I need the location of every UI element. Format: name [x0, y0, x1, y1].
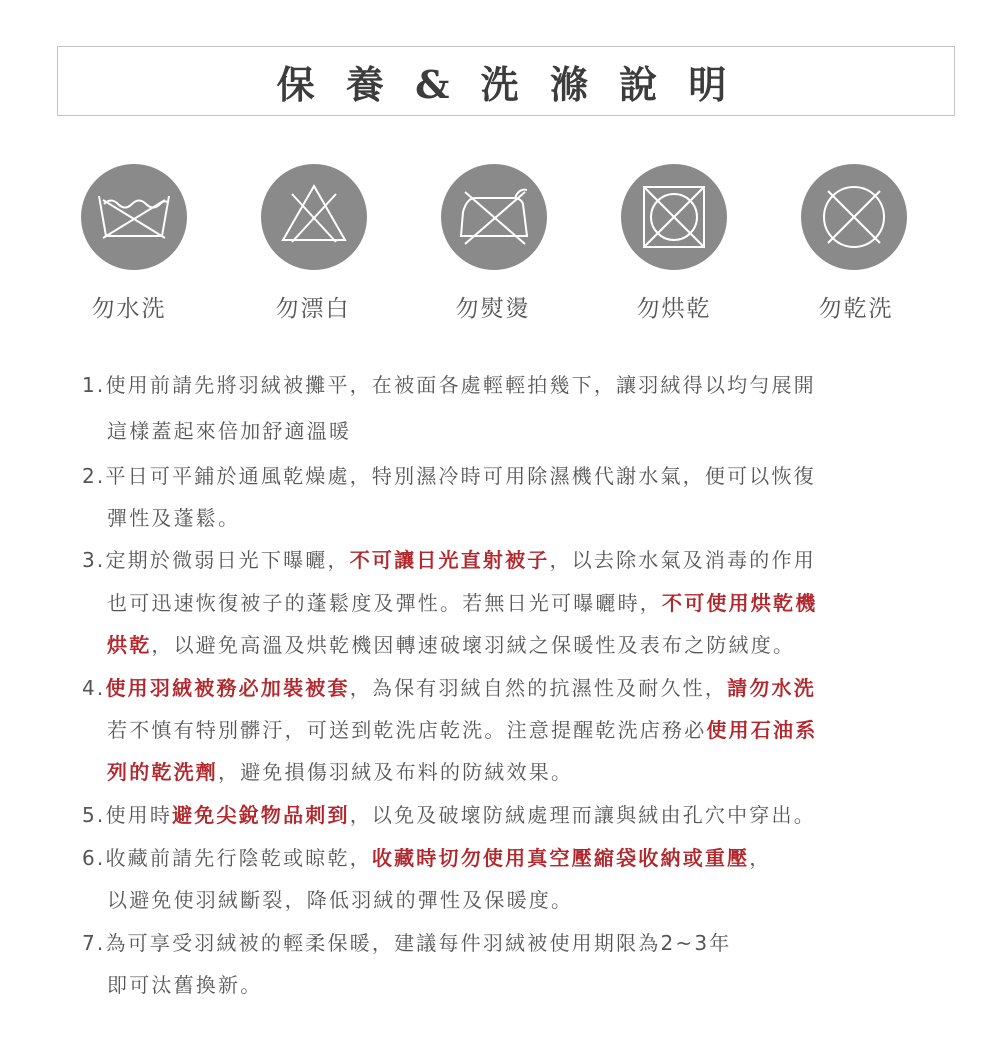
- text: ，為保有羽絨自然的抗濕性及耐久性，: [349, 676, 728, 700]
- instruction-2-line-2: 彈性及蓬鬆。: [107, 506, 241, 530]
- instruction-1-line-1: 1.使用前請先將羽絨被攤平，在被面各處輕輕拍幾下，讓羽絨得以均勻展開: [82, 373, 816, 397]
- title-box: [57, 46, 955, 116]
- text: ，以免及破壞防絨處理而讓與絨由孔穴中穿出。: [349, 803, 816, 827]
- instruction-3-line-1: [82, 545, 816, 575]
- highlight: 收藏時切勿使用真空壓縮袋收納或重壓: [371, 846, 750, 870]
- instruction-2-line-1: 2.平日可平鋪於通風乾燥處，特別濕冷時可用除濕機代謝水氣，便可以恢復: [82, 464, 816, 488]
- instruction-6-line-2: 以避免使羽絨斷裂，降低羽絨的彈性及保暖度。: [107, 888, 574, 912]
- instruction-7-line-2: 即可汰舊換新。: [107, 973, 263, 997]
- text: 6.收藏前請先行陰乾或晾乾，: [82, 846, 372, 870]
- highlight: 使用石油系: [706, 718, 818, 742]
- text: 3.定期於微弱日光下曝曬，: [82, 548, 350, 572]
- instruction-4-line-1: [82, 673, 816, 703]
- text: 5.使用時: [82, 803, 173, 827]
- no-bleach-icon: [259, 162, 369, 272]
- highlight: 使用羽絨被務必加裝被套: [105, 676, 350, 700]
- instruction-7-line-1: 7.為可享受羽絨被的輕柔保暖，建議每件羽絨被使用期限為2~3年: [82, 931, 732, 955]
- label-no-iron: 勿熨燙: [455, 296, 531, 322]
- highlight: 避免尖銳物品刺到: [172, 803, 350, 827]
- page-title: 保 養 & 洗 滌 說 明: [276, 61, 736, 107]
- instruction-4-line-3: [107, 757, 573, 787]
- label-no-wash: 勿水洗: [91, 296, 167, 322]
- text: 也可迅速恢復被子的蓬鬆度及彈性。若無日光可曝曬時，: [107, 591, 662, 615]
- instruction-3-line-3: [107, 630, 795, 660]
- instruction-6-line-1: [82, 843, 772, 873]
- highlight: 列的乾洗劑: [107, 760, 218, 784]
- highlight: 不可讓日光直射被子: [349, 548, 550, 572]
- instruction-5-line-1: [82, 800, 816, 830]
- instruction-4-line-2: [107, 715, 817, 745]
- text: ，避免損傷羽絨及布料的防絨效果。: [218, 760, 574, 784]
- text: 若不慎有特別髒汙，可送到乾洗店乾洗。注意提醒乾洗店務必: [107, 718, 707, 742]
- highlight: 不可使用烘乾機: [662, 591, 818, 615]
- highlight: 烘乾: [107, 633, 152, 657]
- highlight: 請勿水洗: [727, 676, 816, 700]
- no-wash-icon: [79, 162, 189, 272]
- label-no-dry-clean: 勿乾洗: [818, 296, 894, 322]
- instruction-1-line-2: 這樣蓋起來倍加舒適溫暖: [107, 419, 352, 443]
- text: ，以去除水氣及消毒的作用: [549, 548, 816, 572]
- text: ，: [749, 846, 772, 870]
- label-no-bleach: 勿漂白: [275, 296, 351, 322]
- text: ，以避免高溫及烘乾機因轉速破壞羽絨之保暖性及表布之防絨度。: [151, 633, 796, 657]
- instruction-3-line-2: [107, 588, 817, 618]
- no-iron-icon: [439, 162, 549, 272]
- label-no-tumble-dry: 勿烘乾: [636, 296, 712, 322]
- no-tumble-dry-icon: [619, 162, 729, 272]
- text: 4.: [82, 676, 106, 700]
- no-dry-clean-icon: [799, 162, 909, 272]
